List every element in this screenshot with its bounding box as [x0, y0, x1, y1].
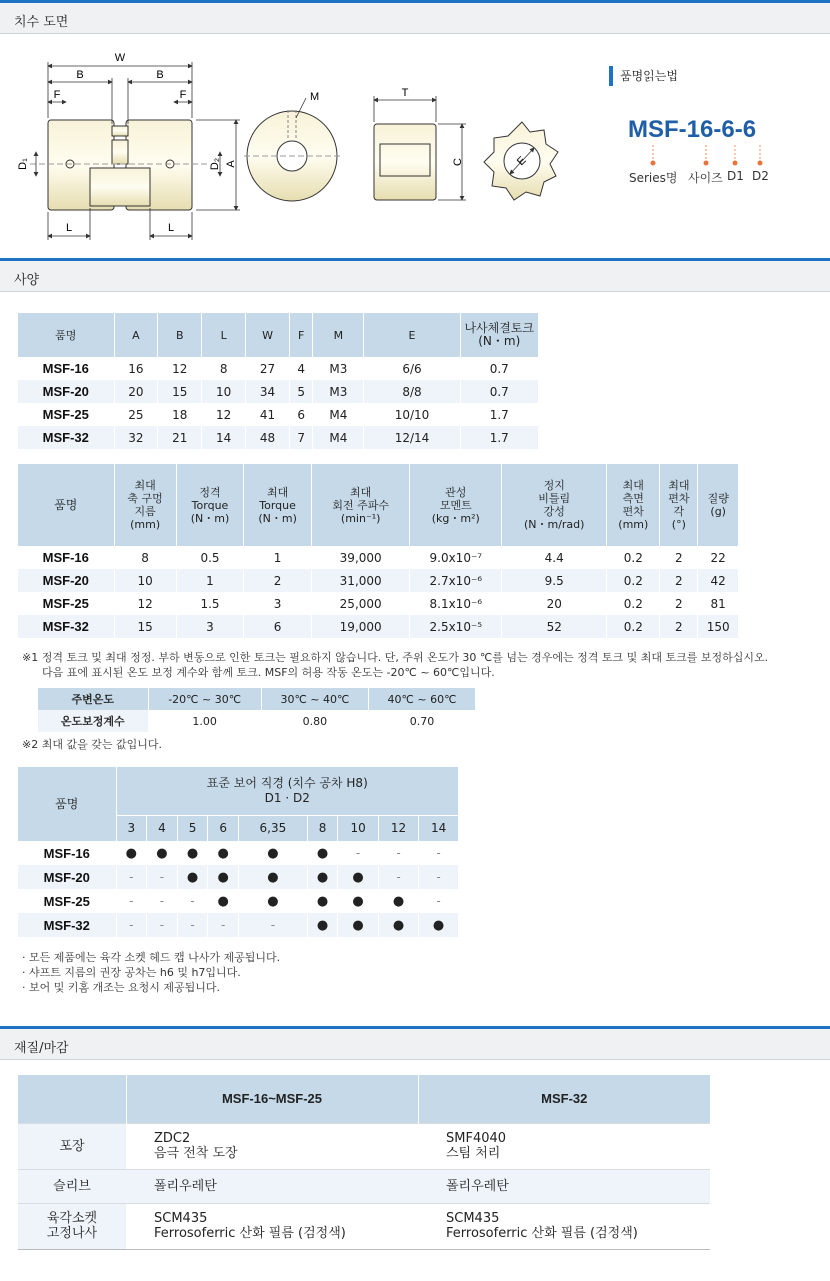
bore-size-header: 6 [208, 815, 239, 841]
material-cell: SCM435 Ferrosoferric 산화 필름 (검정색) [126, 1203, 418, 1249]
naming-code-size: 16 [686, 116, 714, 143]
note-2: ※2 최대 값을 갖는 값입니다. [22, 738, 162, 751]
table-cell: 0.80 [261, 710, 368, 732]
availability-dot: ● [239, 841, 308, 865]
table-cell: 1.7 [460, 426, 538, 449]
availability-dot: ● [378, 913, 418, 937]
bullet-item: · 모든 제품에는 육각 소켓 헤드 캡 나사가 제공됩니다. [22, 951, 281, 964]
col-header: A [114, 313, 158, 357]
bullet-item: · 샤프트 지름의 권장 공차는 h6 및 h7입니다. [22, 966, 241, 979]
naming-label-d2: D2 [752, 169, 769, 183]
table-row [18, 1203, 710, 1249]
material-table [18, 1075, 710, 1250]
table-cell: 1.7 [460, 403, 538, 426]
table-cell: 32 [114, 426, 158, 449]
row-name: MSF-25 [18, 889, 116, 913]
col-header: 품명 [18, 464, 114, 546]
label-l-left: L [65, 222, 73, 234]
sleeve-side-view [374, 96, 466, 200]
table-cell: 0.5 [176, 546, 244, 569]
bore-header [116, 767, 458, 815]
col-header: 품명 [18, 767, 116, 841]
table-cell: 0.7 [460, 380, 538, 403]
table-row [18, 403, 538, 426]
table-cell: 81 [698, 592, 738, 615]
bore-size-header: 4 [147, 815, 178, 841]
col-header: M [313, 313, 364, 357]
bore-size-header: 12 [378, 815, 418, 841]
availability-dash: - [116, 889, 147, 913]
table-cell: 2.5x10⁻⁵ [410, 615, 502, 638]
table-cell: 3 [244, 592, 312, 615]
table-cell: 52 [502, 615, 607, 638]
table-cell: 20 [114, 380, 158, 403]
availability-dash: - [116, 913, 147, 937]
material-col2-header: MSF-32 [418, 1075, 710, 1123]
availability-dot: ● [378, 889, 418, 913]
availability-dash: - [147, 889, 178, 913]
availability-dot: ● [338, 889, 378, 913]
availability-dot: ● [338, 865, 378, 889]
row-name: MSF-25 [18, 592, 114, 615]
row-label: 포장 [18, 1123, 126, 1169]
table-cell: M3 [313, 380, 364, 403]
availability-dot: ● [208, 889, 239, 913]
label-l-right: L [167, 222, 175, 234]
row-label: 육각소켓 고정나사 [18, 1203, 126, 1249]
material-cell: ZDC2 음극 전착 도장 [126, 1123, 418, 1169]
material-cell: 폴리우레탄 [126, 1169, 418, 1203]
table-cell: 21 [158, 426, 202, 449]
col-header: F [290, 313, 313, 357]
table-cell: 7 [290, 426, 313, 449]
table-row [18, 546, 738, 569]
naming-connectors [620, 143, 780, 167]
label-d2: D₂ [209, 157, 221, 171]
availability-dot: ● [177, 841, 208, 865]
col-header: L [202, 313, 246, 357]
availability-dot: ● [239, 889, 308, 913]
table-row [18, 380, 538, 403]
availability-dot: ● [147, 841, 178, 865]
availability-dash: - [419, 865, 458, 889]
section-title: 사양 [14, 273, 40, 288]
availability-dash: - [116, 865, 147, 889]
table-cell: 1.00 [148, 710, 261, 732]
table-cell: M4 [313, 403, 364, 426]
bore-table [18, 767, 458, 937]
availability-dash: - [419, 889, 458, 913]
availability-dot: ● [338, 913, 378, 937]
col-header: 품명 [18, 313, 114, 357]
table-cell: 150 [698, 615, 738, 638]
naming-code-prefix: MSF- [628, 116, 687, 143]
row-name: MSF-16 [18, 546, 114, 569]
table-cell: 2.7x10⁻⁶ [410, 569, 502, 592]
row-name: MSF-20 [18, 865, 116, 889]
label-e: E [514, 154, 529, 169]
table-cell: 2 [660, 615, 698, 638]
table-cell: 2 [660, 592, 698, 615]
col-header: 정지 비틀림 강성 (N・m/rad) [502, 464, 607, 546]
table-cell: 0.2 [607, 569, 660, 592]
naming-code-d1: 6 [721, 116, 735, 143]
table-row [18, 865, 458, 889]
col-header: 주변온도 [38, 688, 148, 710]
sleeve [90, 168, 150, 206]
table-cell: 34 [246, 380, 290, 403]
label-d1: D₁ [17, 158, 29, 170]
col-header: W [246, 313, 290, 357]
col-header: 정격 Torque (N・m) [176, 464, 244, 546]
bore-size-header: 8 [307, 815, 338, 841]
table-cell: 5 [290, 380, 313, 403]
table-row [18, 569, 738, 592]
table-cell: 10 [202, 380, 246, 403]
table-cell: 12 [202, 403, 246, 426]
label-w: W [114, 52, 126, 64]
naming-label-size: 사이즈 [688, 171, 723, 185]
availability-dash: - [208, 913, 239, 937]
row-name: MSF-20 [18, 380, 114, 403]
table-row [18, 615, 738, 638]
row-name: MSF-25 [18, 403, 114, 426]
table-cell: 20 [502, 592, 607, 615]
section-title: 재질/마감 [14, 1041, 69, 1056]
table-cell: 18 [158, 403, 202, 426]
naming-code-d2: 6 [742, 116, 757, 143]
col-header: 40℃ ~ 60℃ [369, 688, 475, 710]
table-row [18, 913, 458, 937]
col-header: 최대 회전 주파수 (min⁻¹) [311, 464, 410, 546]
availability-dot: ● [208, 865, 239, 889]
section-header-dimension [0, 0, 830, 34]
availability-dot: ● [307, 889, 338, 913]
table-cell: 25 [114, 403, 158, 426]
section-header-material [0, 1026, 830, 1060]
col-header: 최대 Torque (N・m) [244, 464, 312, 546]
table-cell: 6 [290, 403, 313, 426]
availability-dash: - [378, 865, 418, 889]
table-cell: 9.5 [502, 569, 607, 592]
table-cell: 0.7 [460, 357, 538, 380]
table-cell: 15 [158, 380, 202, 403]
bore-size-header: 5 [177, 815, 208, 841]
col-header: 최대 축 구멍 지름 (mm) [114, 464, 176, 546]
row-name: MSF-32 [18, 913, 116, 937]
table-row [18, 592, 738, 615]
table-cell: 2 [660, 546, 698, 569]
availability-dot: ● [239, 865, 308, 889]
row-name: MSF-16 [18, 357, 114, 380]
table-cell: 12/14 [364, 426, 460, 449]
table-cell: 1 [244, 546, 312, 569]
bore-subtitle: D1 · D2 [264, 790, 310, 805]
availability-dash: - [419, 841, 458, 865]
table-cell: 8 [202, 357, 246, 380]
naming-accent-bar [609, 66, 613, 86]
front-view [244, 98, 340, 201]
table-cell: 14 [202, 426, 246, 449]
row-label: 슬리브 [18, 1169, 126, 1203]
side-view [30, 120, 210, 210]
col-header: 최대 편차 각 (°) [660, 464, 698, 546]
availability-dot: ● [177, 865, 208, 889]
col-header: 나사체결토크 (N・m) [460, 313, 538, 357]
bullet-item: · 보어 및 키홈 개조는 요청시 제공됩니다. [22, 981, 220, 994]
bore-size-header: 10 [338, 815, 378, 841]
availability-dot: ● [307, 865, 338, 889]
availability-dot: ● [307, 913, 338, 937]
bore-size-header: 14 [419, 815, 458, 841]
availability-dash: - [147, 913, 178, 937]
table-cell: 19,000 [311, 615, 410, 638]
availability-dash: - [177, 913, 208, 937]
table-cell: 27 [246, 357, 290, 380]
table-cell: M3 [313, 357, 364, 380]
table-row [18, 889, 458, 913]
table-cell: 4 [290, 357, 313, 380]
label-b-right: B [156, 69, 164, 81]
table-cell: 10 [114, 569, 176, 592]
col-header: E [364, 313, 460, 357]
naming-label-d1: D1 [727, 169, 744, 183]
bore-size-header: 3 [116, 815, 147, 841]
table-cell: 12 [114, 592, 176, 615]
table-cell: 2 [244, 569, 312, 592]
label-f-left: F [53, 89, 61, 101]
label-a: A [225, 160, 237, 168]
spec-table [18, 464, 738, 638]
table-row [18, 426, 538, 449]
label-c: C [452, 158, 464, 166]
availability-dash: - [338, 841, 378, 865]
table-cell: 12 [158, 357, 202, 380]
col-header: 질량 (g) [698, 464, 738, 546]
table-row [18, 1123, 710, 1169]
material-cell: SMF4040 스팀 처리 [418, 1123, 710, 1169]
label-f-right: F [179, 89, 187, 101]
table-cell: 0.2 [607, 615, 660, 638]
note-1b: 다음 표에 표시된 온도 보정 계수와 함께 토크. MSF의 허용 작동 온도는 -20℃ ~ 60℃입니다. [42, 666, 495, 679]
table-cell: 41 [246, 403, 290, 426]
naming-label-series: Series명 [629, 171, 678, 185]
table-cell: 10/10 [364, 403, 460, 426]
table-row [18, 1169, 710, 1203]
note-1a: ※1 정격 토크 및 최대 정정. 부하 변동으로 인한 토크는 필요하지 않습니다. 단, 주위 온도가 30 ℃를 넘는 경우에는 정격 토크 및 최대 토크를 보정하십시오. [22, 651, 769, 664]
material-cell: 폴리우레탄 [418, 1169, 710, 1203]
dimension-table [18, 313, 538, 449]
section-title: 치수 도면 [14, 15, 69, 30]
label-b-left: B [76, 69, 84, 81]
dimension-drawing [0, 40, 600, 255]
row-name: MSF-32 [18, 615, 114, 638]
availability-dot: ● [116, 841, 147, 865]
row-name: MSF-32 [18, 426, 114, 449]
table-cell: 39,000 [311, 546, 410, 569]
bore-title: 표준 보어 직경 (치수 공차 H8) [206, 775, 368, 790]
bore-size-header: 6,35 [239, 815, 308, 841]
table-cell: 9.0x10⁻⁷ [410, 546, 502, 569]
row-name: MSF-20 [18, 569, 114, 592]
table-cell: 31,000 [311, 569, 410, 592]
table-cell: 22 [698, 546, 738, 569]
label-t: T [401, 87, 409, 99]
table-row [18, 357, 538, 380]
availability-dash: - [177, 889, 208, 913]
availability-dash: - [378, 841, 418, 865]
col-header: 최대 측면 편차 (mm) [607, 464, 660, 546]
table-cell: 0.2 [607, 546, 660, 569]
table-cell: 2 [660, 569, 698, 592]
section-header-spec [0, 258, 830, 292]
material-cell: SCM435 Ferrosoferric 산화 필름 (검정색) [418, 1203, 710, 1249]
table-cell: 8 [114, 546, 176, 569]
col-header: B [158, 313, 202, 357]
table-cell: 8.1x10⁻⁶ [410, 592, 502, 615]
naming-title: 품명읽는법 [620, 69, 678, 83]
table-cell: 1.5 [176, 592, 244, 615]
table-cell: 48 [246, 426, 290, 449]
table-cell: 1 [176, 569, 244, 592]
row-name: MSF-16 [18, 841, 116, 865]
col-header: -20℃ ~ 30℃ [148, 688, 261, 710]
table-cell: 6 [244, 615, 312, 638]
table-cell: 8/8 [364, 380, 460, 403]
label-m: M [310, 91, 320, 103]
row-label: 온도보정계수 [38, 710, 148, 732]
availability-dot: ● [307, 841, 338, 865]
col-header: 30℃ ~ 40℃ [261, 688, 368, 710]
table-cell: 42 [698, 569, 738, 592]
table-cell: 15 [114, 615, 176, 638]
availability-dot: ● [208, 841, 239, 865]
table-cell: 0.70 [369, 710, 475, 732]
table-cell: 25,000 [311, 592, 410, 615]
table-row [18, 841, 458, 865]
col-header: 관성 모멘트 (kg・m²) [410, 464, 502, 546]
table-cell: 3 [176, 615, 244, 638]
availability-dot: ● [419, 913, 458, 937]
table-cell: 16 [114, 357, 158, 380]
material-col1-header: MSF-16~MSF-25 [126, 1075, 418, 1123]
temperature-table [38, 688, 475, 732]
availability-dash: - [239, 913, 308, 937]
availability-dash: - [147, 865, 178, 889]
table-cell: 4.4 [502, 546, 607, 569]
table-cell: 6/6 [364, 357, 460, 380]
table-cell: M4 [313, 426, 364, 449]
naming-code: MSF-16-6-6 [628, 116, 757, 143]
table-cell: 0.2 [607, 592, 660, 615]
